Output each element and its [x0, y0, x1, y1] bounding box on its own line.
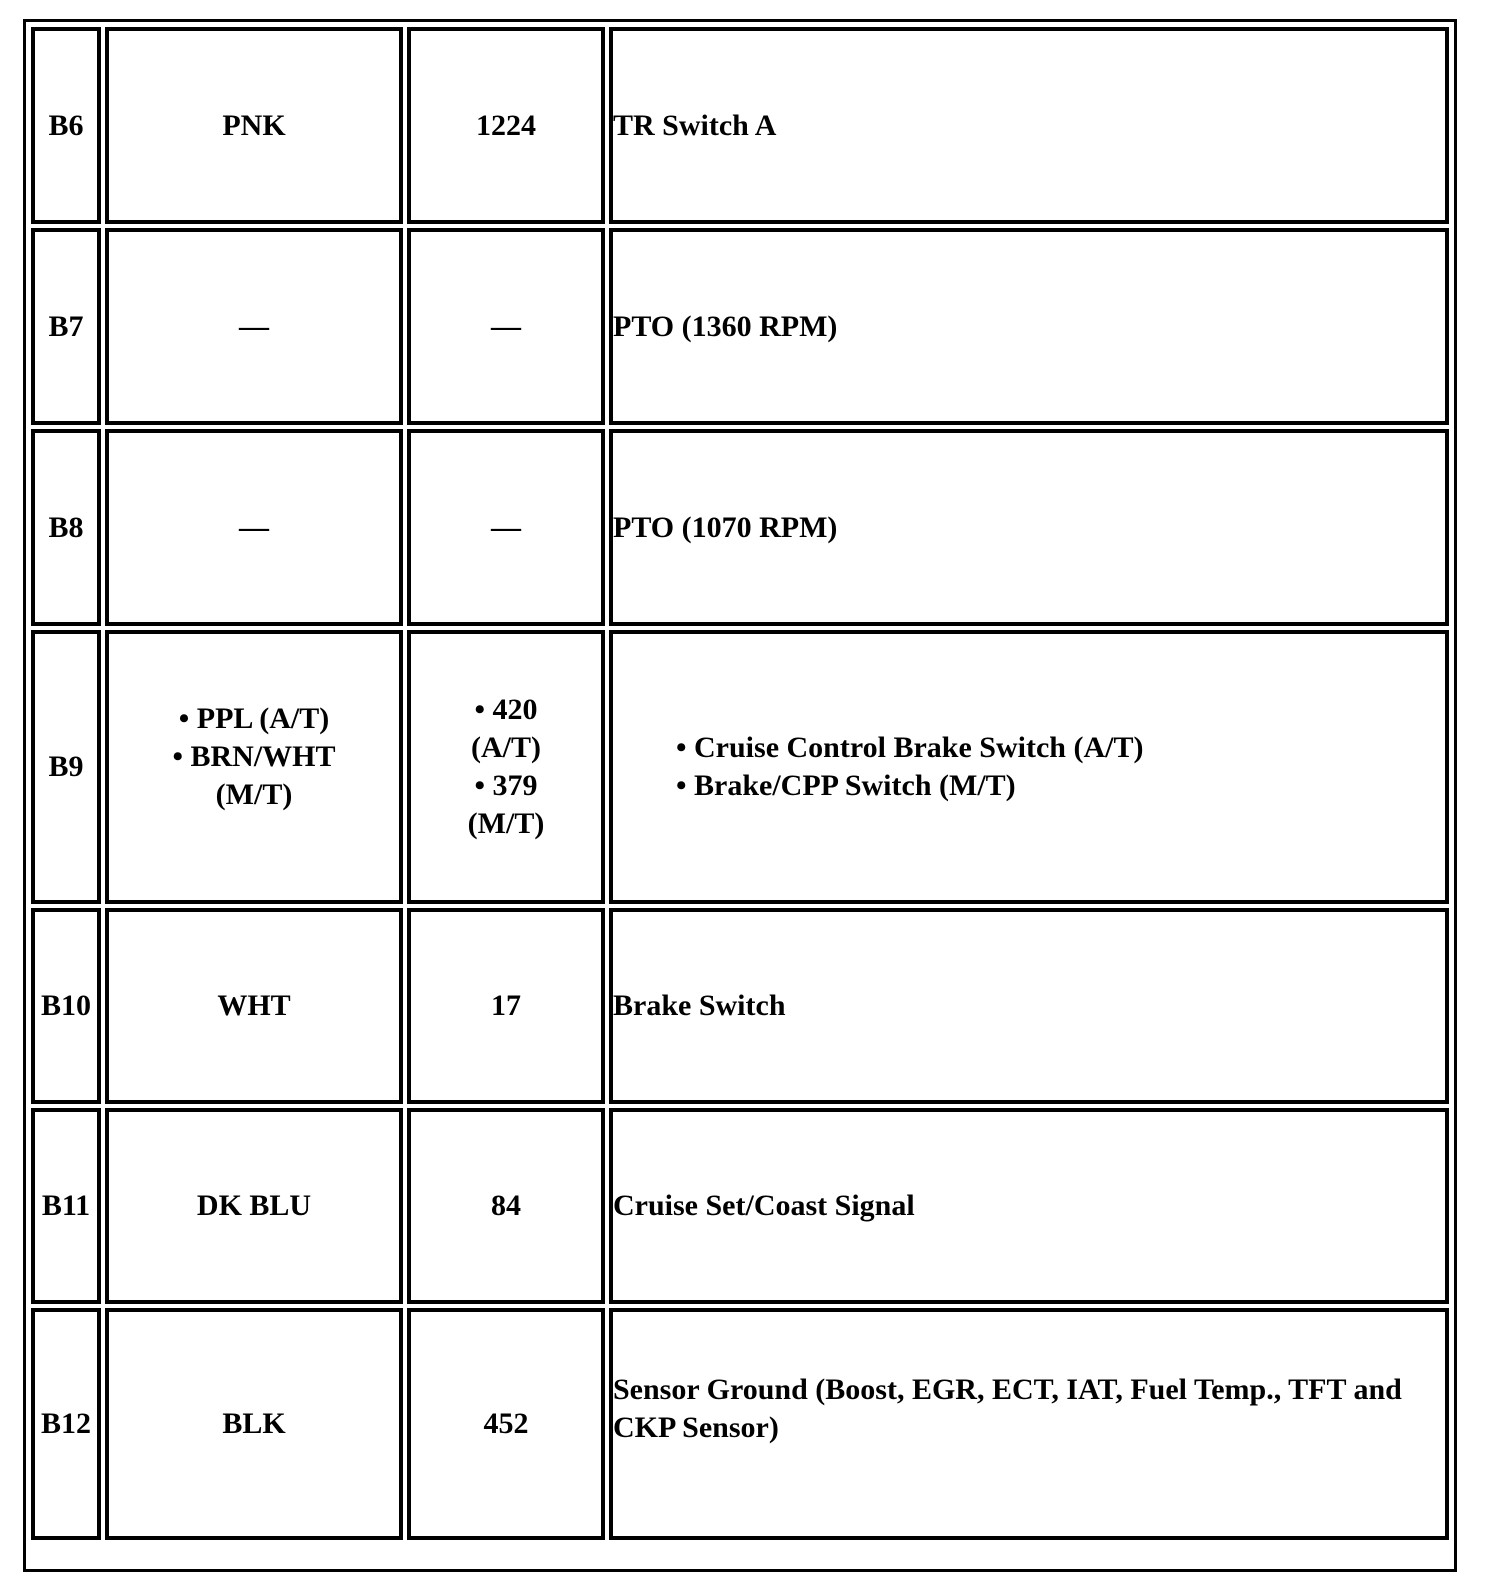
wire-color-cell: — — [105, 429, 403, 626]
list-item: • BRN/WHT (M/T) — [169, 738, 339, 814]
circuit-number-cell — [407, 630, 605, 904]
pin-cell: B6 — [31, 27, 101, 224]
list-item: • Brake/CPP Switch (M/T) — [676, 767, 1445, 805]
list-item: • PPL (A/T) — [169, 700, 339, 738]
function-list — [676, 729, 1445, 805]
wire-color-cell: — — [105, 228, 403, 425]
pin-cell: B8 — [31, 429, 101, 626]
circuit-number-list — [456, 691, 556, 843]
pin-cell: B11 — [31, 1108, 101, 1304]
circuit-number-cell: — — [407, 228, 605, 425]
pin-cell: B12 — [31, 1308, 101, 1540]
table-row — [31, 630, 1449, 904]
wire-color-list — [169, 700, 339, 814]
table-row — [31, 1308, 1449, 1540]
list-item: • Cruise Control Brake Switch (A/T) — [676, 729, 1445, 767]
pinout-table-frame — [23, 19, 1457, 1572]
table-row — [31, 1108, 1449, 1304]
function-cell: Sensor Ground (Boost, EGR, ECT, IAT, Fuel Temp., TFT and CKP Sensor) — [609, 1308, 1449, 1540]
pin-cell: B10 — [31, 908, 101, 1104]
connector-pinout-table — [27, 23, 1453, 1544]
circuit-number-cell: 1224 — [407, 27, 605, 224]
pin-cell: B7 — [31, 228, 101, 425]
function-cell — [609, 630, 1449, 904]
wire-color-cell: BLK — [105, 1308, 403, 1540]
circuit-number-cell: — — [407, 429, 605, 626]
circuit-number-cell: 84 — [407, 1108, 605, 1304]
wire-color-cell: DK BLU — [105, 1108, 403, 1304]
function-cell: Brake Switch — [609, 908, 1449, 1104]
circuit-number-cell: 452 — [407, 1308, 605, 1540]
function-cell: PTO (1070 RPM) — [609, 429, 1449, 626]
wire-color-cell: WHT — [105, 908, 403, 1104]
list-item: • 379 (M/T) — [456, 767, 556, 843]
table-row — [31, 429, 1449, 626]
wire-color-cell — [105, 630, 403, 904]
function-cell: Cruise Set/Coast Signal — [609, 1108, 1449, 1304]
table-row — [31, 228, 1449, 425]
list-item: • 420 (A/T) — [456, 691, 556, 767]
function-cell: TR Switch A — [609, 27, 1449, 224]
circuit-number-cell: 17 — [407, 908, 605, 1104]
function-cell: PTO (1360 RPM) — [609, 228, 1449, 425]
table-row — [31, 27, 1449, 224]
table-row — [31, 908, 1449, 1104]
wire-color-cell: PNK — [105, 27, 403, 224]
pin-cell: B9 — [31, 630, 101, 904]
